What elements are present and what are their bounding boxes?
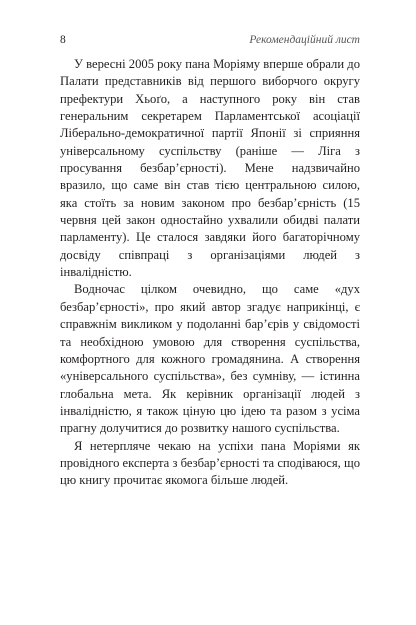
paragraph-3: Я нетерпляче чекаю на успіхи пана Моріями як провідного експерта з безбар’єрності та сподіваюся, що цю книгу прочитає якомога більше людей. [60, 438, 360, 488]
page-header [60, 34, 360, 52]
body-text [60, 56, 360, 490]
paragraph-1: У вересні 2005 року пана Моріяму вперше обрали до Палати представників від першого виборчого округу префектури Хьоґо, а наступного року він став генеральним секретарем Парламентської асоціації Ліберально-демократичної партії Японії зі сприяння універсальному суспільству (раніше — Ліга з просування безбар’єрності). Мене надзвичайно вразило, що саме він став тією центральною силою, яка стоїть за новим законом про безбар’єрність (15 червня цей закон одностайно ухвалили обидві палати парламенту). Це сталося завдяки його багаторічному досвіду співпраці з організаціями людей з інвалідністю. [60, 57, 360, 280]
paragraph-2: Водночас цілком очевидно, що саме «дух безбар’єрності», про який автор згадує наприкінці, є справжнім викликом у подоланні бар’єрів у свідомості та необхідною умовою для створення суспільства, комфортного для кожного громадянина. А створення «універсального суспільства», без сумніву, — істинна глобальна мета. Як керівник організації людей з інвалідністю, я також ціную цю ідею та разом з усіма прагну долучитися до розвитку нашого суспільства. [60, 282, 360, 436]
page-number: 8 [60, 34, 66, 46]
running-title: Рекомендаційний лист [249, 34, 360, 46]
